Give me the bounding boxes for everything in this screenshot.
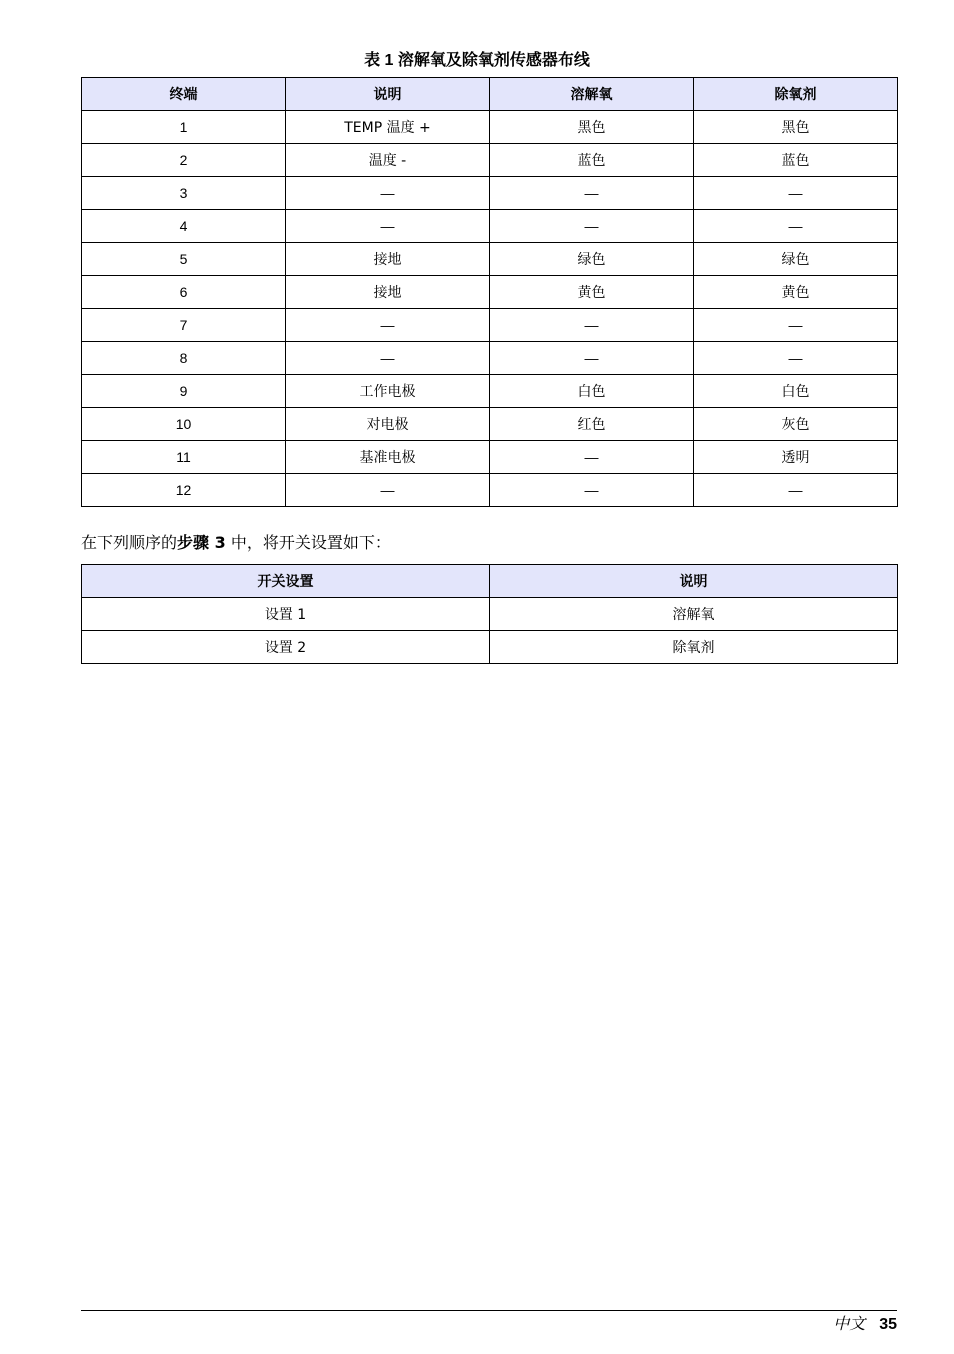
- table-cell: —: [286, 210, 490, 243]
- table-cell: 蓝色: [490, 144, 694, 177]
- table-cell: 红色: [490, 408, 694, 441]
- table-row: [82, 342, 898, 375]
- table-cell: 对电极: [286, 408, 490, 441]
- table-cell: 4: [82, 210, 286, 243]
- header-switch-setting: 开关设置: [82, 565, 490, 598]
- table-cell: 绿色: [490, 243, 694, 276]
- table-cell: —: [490, 474, 694, 507]
- header-terminal: 终端: [82, 78, 286, 111]
- table-cell: 8: [82, 342, 286, 375]
- table-cell: 接地: [286, 243, 490, 276]
- table-cell: 3: [82, 177, 286, 210]
- table-cell: 10: [82, 408, 286, 441]
- table-cell: 12: [82, 474, 286, 507]
- page-number: 35: [879, 1316, 897, 1333]
- table-cell: TEMP 温度 +: [286, 111, 490, 144]
- table-row: [82, 631, 898, 664]
- table-header-row: [82, 565, 898, 598]
- table-cell: 基准电极: [286, 441, 490, 474]
- table-cell: 透明: [694, 441, 898, 474]
- table-cell: 7: [82, 309, 286, 342]
- paragraph-text: 中，将开关设置如下：: [225, 533, 391, 552]
- table-cell: 黑色: [694, 111, 898, 144]
- table-cell: —: [286, 177, 490, 210]
- table-cell: —: [286, 342, 490, 375]
- table-cell: 白色: [490, 375, 694, 408]
- header-dissolved-oxygen: 溶解氧: [490, 78, 694, 111]
- table-cell: 设置 2: [82, 631, 490, 664]
- table-cell: 除氧剂: [490, 631, 898, 664]
- switch-table: [81, 564, 898, 664]
- page-footer: [833, 1311, 897, 1334]
- table-cell: —: [694, 210, 898, 243]
- table-cell: —: [694, 342, 898, 375]
- table-cell: —: [286, 309, 490, 342]
- table-cell: —: [490, 210, 694, 243]
- step-reference: 步骤 3: [177, 533, 226, 552]
- table-cell: —: [490, 441, 694, 474]
- table-cell: 黑色: [490, 111, 694, 144]
- table-cell: 蓝色: [694, 144, 898, 177]
- table-row: [82, 276, 898, 309]
- table-cell: —: [694, 177, 898, 210]
- table-cell: —: [490, 309, 694, 342]
- table-cell: 工作电极: [286, 375, 490, 408]
- table-caption: 表 1 溶解氧及除氧剂传感器布线: [364, 52, 590, 69]
- table-cell: —: [694, 474, 898, 507]
- table-cell: 黄色: [490, 276, 694, 309]
- table-row: [82, 177, 898, 210]
- footer-rule: [81, 1310, 897, 1311]
- table-row: [82, 243, 898, 276]
- table-cell: 灰色: [694, 408, 898, 441]
- table-row: [82, 375, 898, 408]
- table-row: [82, 441, 898, 474]
- table-cell: 9: [82, 375, 286, 408]
- table-cell: 11: [82, 441, 286, 474]
- table-cell: —: [694, 309, 898, 342]
- table-cell: 黄色: [694, 276, 898, 309]
- table-cell: 1: [82, 111, 286, 144]
- footer-language: 中文: [833, 1314, 866, 1333]
- table-cell: —: [490, 342, 694, 375]
- table-row: [82, 408, 898, 441]
- table-cell: 白色: [694, 375, 898, 408]
- table-cell: 5: [82, 243, 286, 276]
- instruction-paragraph: [81, 530, 391, 553]
- table-row: [82, 210, 898, 243]
- header-deoxidizer: 除氧剂: [694, 78, 898, 111]
- table-row: [82, 309, 898, 342]
- table-cell: 设置 1: [82, 598, 490, 631]
- table-row: [82, 144, 898, 177]
- table-cell: 温度 -: [286, 144, 490, 177]
- table-cell: 6: [82, 276, 286, 309]
- table-cell: —: [286, 474, 490, 507]
- table-cell: 2: [82, 144, 286, 177]
- table-row: [82, 474, 898, 507]
- paragraph-text: 在下列顺序的: [81, 533, 178, 552]
- table-cell: 接地: [286, 276, 490, 309]
- table-cell: —: [490, 177, 694, 210]
- table-cell: 绿色: [694, 243, 898, 276]
- wiring-table: [81, 77, 898, 507]
- table-row: [82, 111, 898, 144]
- header-description: 说明: [286, 78, 490, 111]
- table-header-row: [82, 78, 898, 111]
- header-description: 说明: [490, 565, 898, 598]
- table-cell: 溶解氧: [490, 598, 898, 631]
- table-row: [82, 598, 898, 631]
